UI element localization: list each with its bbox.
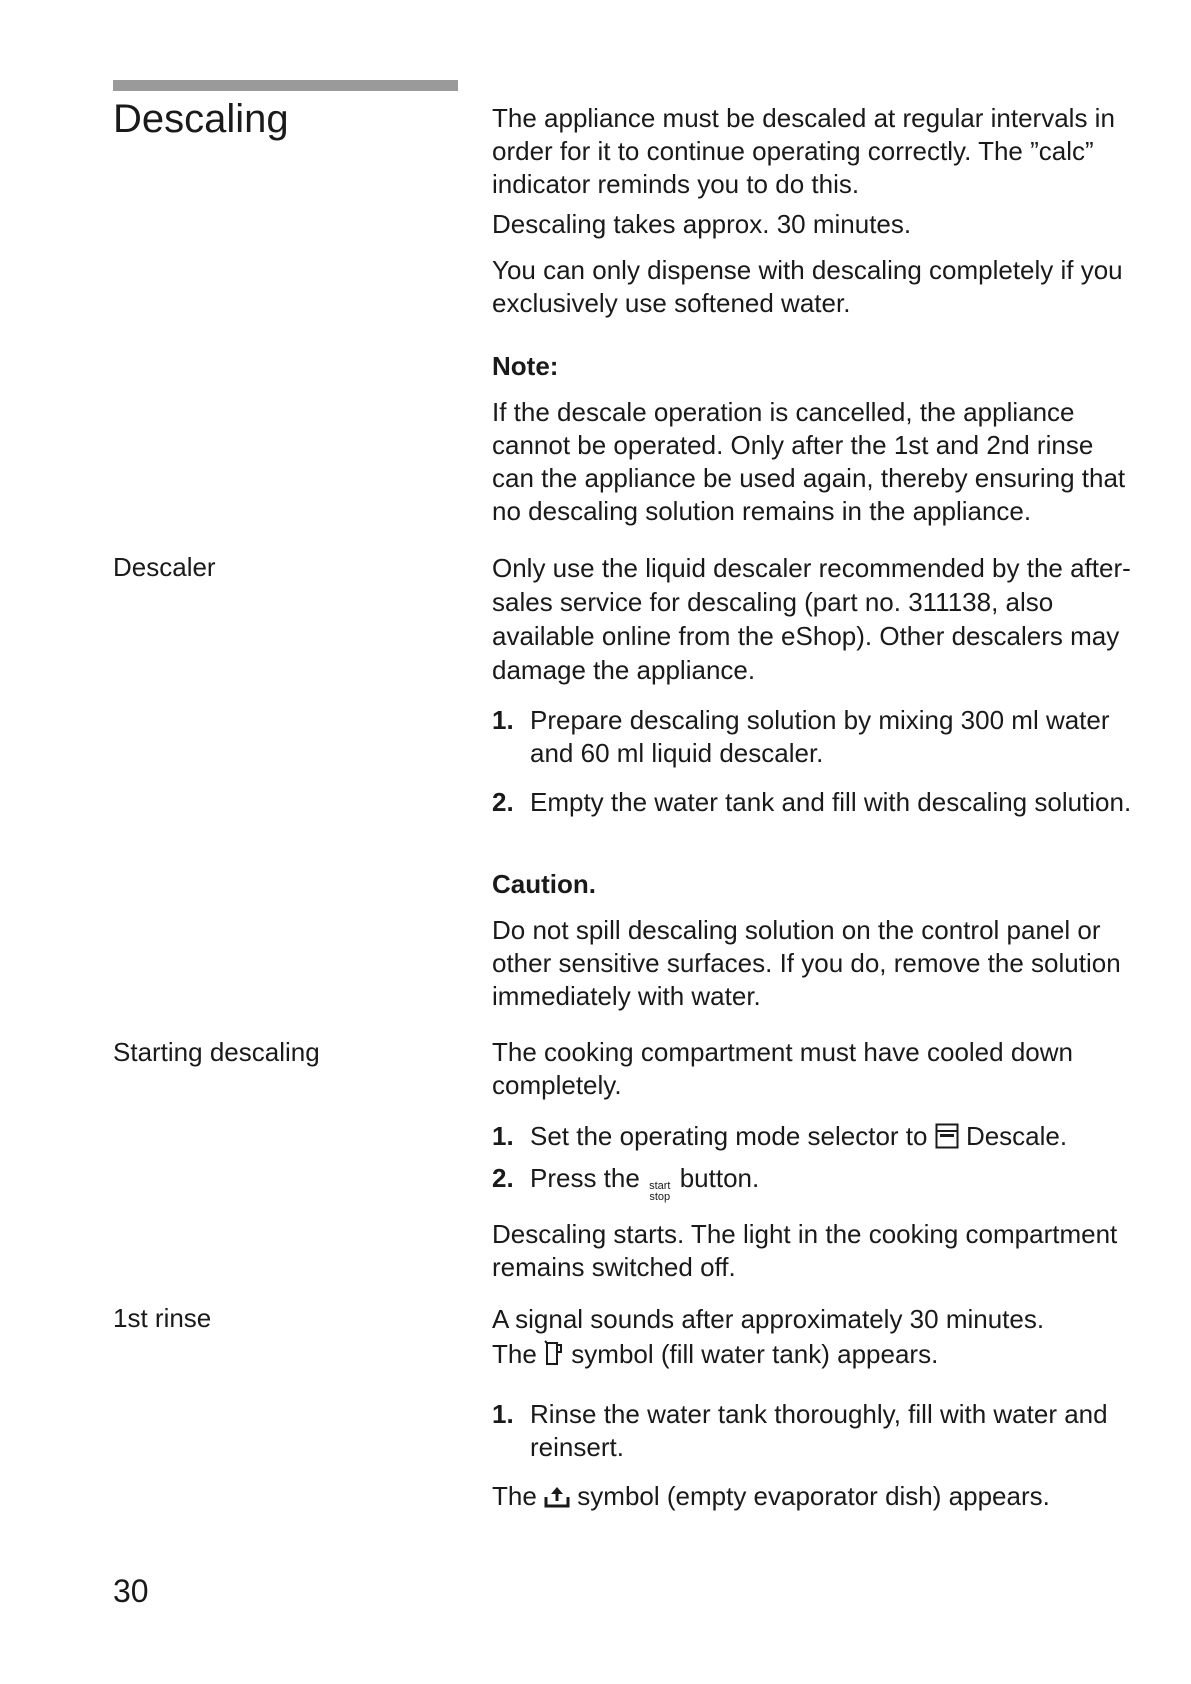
note-text: If the descale operation is cancelled, the appliance cannot be operated. Only after the 1st and 2nd rinse can the appliance be used again, thereby ensuring that no descaling solution remains in the appliance. — [492, 397, 1126, 526]
duration-paragraph: Descaling takes approx. 30 minutes. — [492, 209, 912, 239]
page-title: Descaling — [113, 97, 289, 141]
intro-paragraph: The appliance must be descaled at regular intervals in order for it to continue operating correctly. The ”calc” indicator reminds you to do this. — [492, 103, 1115, 199]
list-item: 1. Set the operating mode selector to Descale. — [492, 1121, 1068, 1151]
descale-mode-icon — [935, 1123, 959, 1149]
evaporator-paragraph: The symbol (empty evaporator dish) appears. — [492, 1481, 1050, 1511]
list-item: 1. Rinse the water tank thoroughly, fill with water and reinsert. — [492, 1399, 1108, 1462]
section-rule — [113, 80, 458, 91]
cooled-down-paragraph: The cooking compartment must have cooled down completely. — [492, 1037, 1073, 1100]
list-item: 2. Empty the water tank and fill with descaling solution. — [492, 787, 1132, 817]
list-item: 1. Prepare descaling solution by mixing 300 ml water and 60 ml liquid descaler. — [492, 705, 1110, 768]
first-rinse-heading: 1st rinse — [113, 1303, 212, 1333]
water-tank-icon — [544, 1339, 564, 1367]
note-label: Note: — [492, 351, 559, 381]
descaler-paragraph: Only use the liquid descaler recommended by the after-sales service for descaling (part no. 311138, also available online from the eShop). Other descalers may damage the appliance. — [492, 553, 1131, 685]
starting-descaling-heading: Starting descaling — [113, 1037, 320, 1067]
start-stop-button-icon: start stop — [649, 1180, 671, 1203]
softened-water-paragraph: You can only dispense with descaling completely if you exclusively use softened water. — [492, 255, 1123, 318]
caution-text: Do not spill descaling solution on the control panel or other sensitive surfaces. If you do, remove the solution immediately with water. — [492, 915, 1121, 1011]
caution-label: Caution. — [492, 869, 596, 899]
descaling-starts-paragraph: Descaling starts. The light in the cooking compartment remains switched off. — [492, 1219, 1118, 1282]
descaler-heading: Descaler — [113, 552, 216, 582]
page-number: 30 — [113, 1573, 149, 1609]
signal-paragraph: A signal sounds after approximately 30 minutes. The symbol (fill water tank) appears. — [492, 1304, 1045, 1369]
list-item: 2. Press the start stop button. — [492, 1163, 760, 1203]
evaporator-dish-icon — [544, 1485, 570, 1509]
